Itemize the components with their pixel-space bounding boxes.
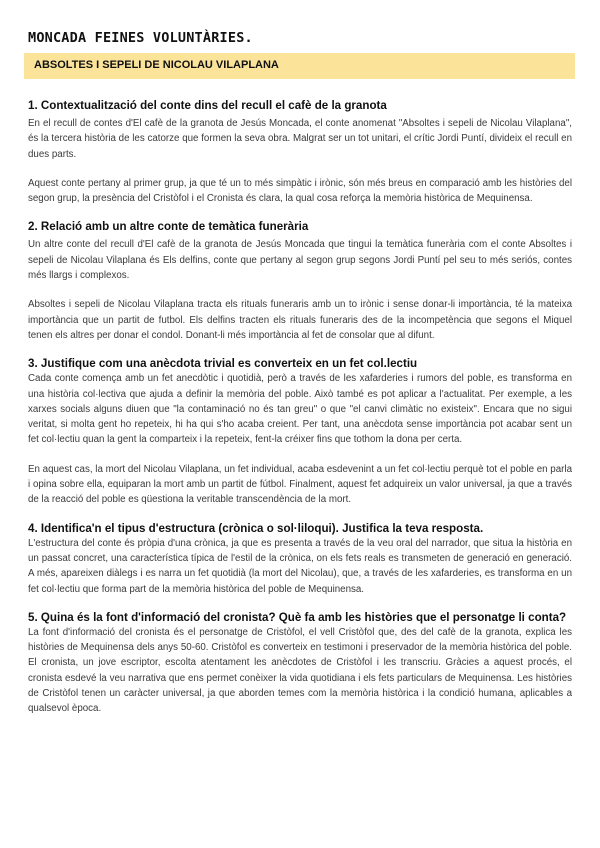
subject-banner	[24, 53, 575, 79]
section-3	[28, 356, 572, 507]
paragraph: La font d'informació del cronista és el personatge de Cristòfol, el vell Cristòfol que, des del cafè de la granota, explica les històries de Mequinensa dels anys 50-60. Cristòfol es converteix en testimoni i preservador de la memòria històrica del poble. El cronista, un jove escriptor, escolta atentament les anècdotes de Cristòfol i les transcriu. Gràcies a aquest procés, el cronista esdevé la veu narrativa que ens permet conèixer la vida quotidiana i els fets particulars de Mequinensa. Les històries de Cristòfol tenen un caràcter universal, ja que aborden temes com la memòria històrica i la condició humana, aplicables a qualsevol època.	[28, 626, 572, 715]
paragraph: Un altre conte del recull d'El cafè de la granota de Jesús Moncada que tingui la temàtica funerària com el conte Absoltes i sepeli de Nicolau Vilaplana és Els delfins, conte que pertany al segon grup segons Jordi Puntí pel seu to més seriós, contes més llargs i complexos.	[28, 239, 572, 282]
section-1	[28, 98, 572, 206]
paragraph: En aquest cas, la mort del Nicolau Vilaplana, un fet individual, acaba esdevenint a un fet col·lectiu perquè tot el poble en parla i opina sobre ella, equiparan la mort amb un partit de fútbol. Finalment, aquest fet adquireix un valor universal, ja que a través de la reacció del poble es qüestiona la veritable transcendència de la mort.	[28, 463, 572, 506]
section-5	[28, 610, 572, 717]
section-heading: 1. Contextualització del conte dins del recull el cafè de la granota	[28, 99, 387, 112]
section-heading: 3. Justifique com una anècdota trivial es converteix en un fet col.lectiu	[28, 357, 418, 371]
section-heading: 4. Identifica'n el tipus d'estructura (crònica o sol·liloqui). Justifica la teva resposta.	[28, 521, 484, 535]
section-4	[28, 521, 572, 597]
document-body	[28, 98, 572, 717]
paragraph: Cada conte comença amb un fet anecdòtic i quotidià, però a través de les xafarderies i rumors del poble, es transforma en una història col·lectiva que ajuda a definir la memòria del poble. Això també es pot aplicar a l'actualitat. Per exemple, a les xarxes socials alguns diuen que "la contaminació no és tan greu" o que "el canvi climàtic no existeix". Encara que no sigui veritat, si molta gent ho repeteix, hi ha qui s'ho acaba creient. Per tant, una anècdota sense importància pot acabar sent un fet col·lectiu quan la gent la comparteix i la repeteix, fent-la créixer fins que tothom la dona per certa.	[28, 373, 572, 446]
paragraph: En el recull de contes d'El cafè de la granota de Jesús Moncada, el conte anomenat "Absoltes i sepeli de Nicolau Vilaplana", és la tercera història de les catorze que formen la seva obra. Malgrat ser un tot unitari, el crític Jordi Puntí, divideix el recull en dues parts.	[28, 118, 572, 160]
paragraph: Aquest conte pertany al primer grup, ja que té un to més simpàtic i irònic, són més breus en comparació amb les històries del segon grup, la presència del Cristòfol i el Cronista és clara, la qual cosa reforça la memòria històrica de Mequinensa.	[28, 177, 572, 205]
section-heading: 5. Quina és la font d'informació del cronista? Què fa amb les històries que el personatge li conta?	[28, 610, 567, 624]
section-heading: 2. Relació amb un altre conte de temàtica funerària	[28, 220, 309, 234]
banner-title: ABSOLTES I SEPELI DE NICOLAU VILAPLANA	[34, 59, 279, 71]
paragraph: L'estructura del conte és pròpia d'una crònica, ja que es presenta a través de la veu oral del narrador, que situa la història en un passat concret, una característica típica de l'estil de la crònica, on els fets reals es transmeten de generació en generació. A més, apareixen diàlegs i es narra un fet quotidià (la mort del Nicolau), que, a través de les xafarderies, es transforma en un fet col·lectiu que forma part de la memòria històrica del poble de Mequinensa.	[28, 537, 572, 595]
document-title: MONCADA FEINES VOLUNTÀRIES.	[28, 30, 253, 46]
paragraph: Absoltes i sepeli de Nicolau Vilaplana tracta els rituals funeraris amb un to irònic i sense donar-li importància, té la mateixa importància que un partit de futbol. Els delfins tracten els rituals funeraris des de la incompetència que segons el Miquel tenen els altres per donar el condol. Donant-li més importància al fet de consolar que al difunt.	[28, 299, 572, 341]
section-2	[28, 219, 572, 343]
